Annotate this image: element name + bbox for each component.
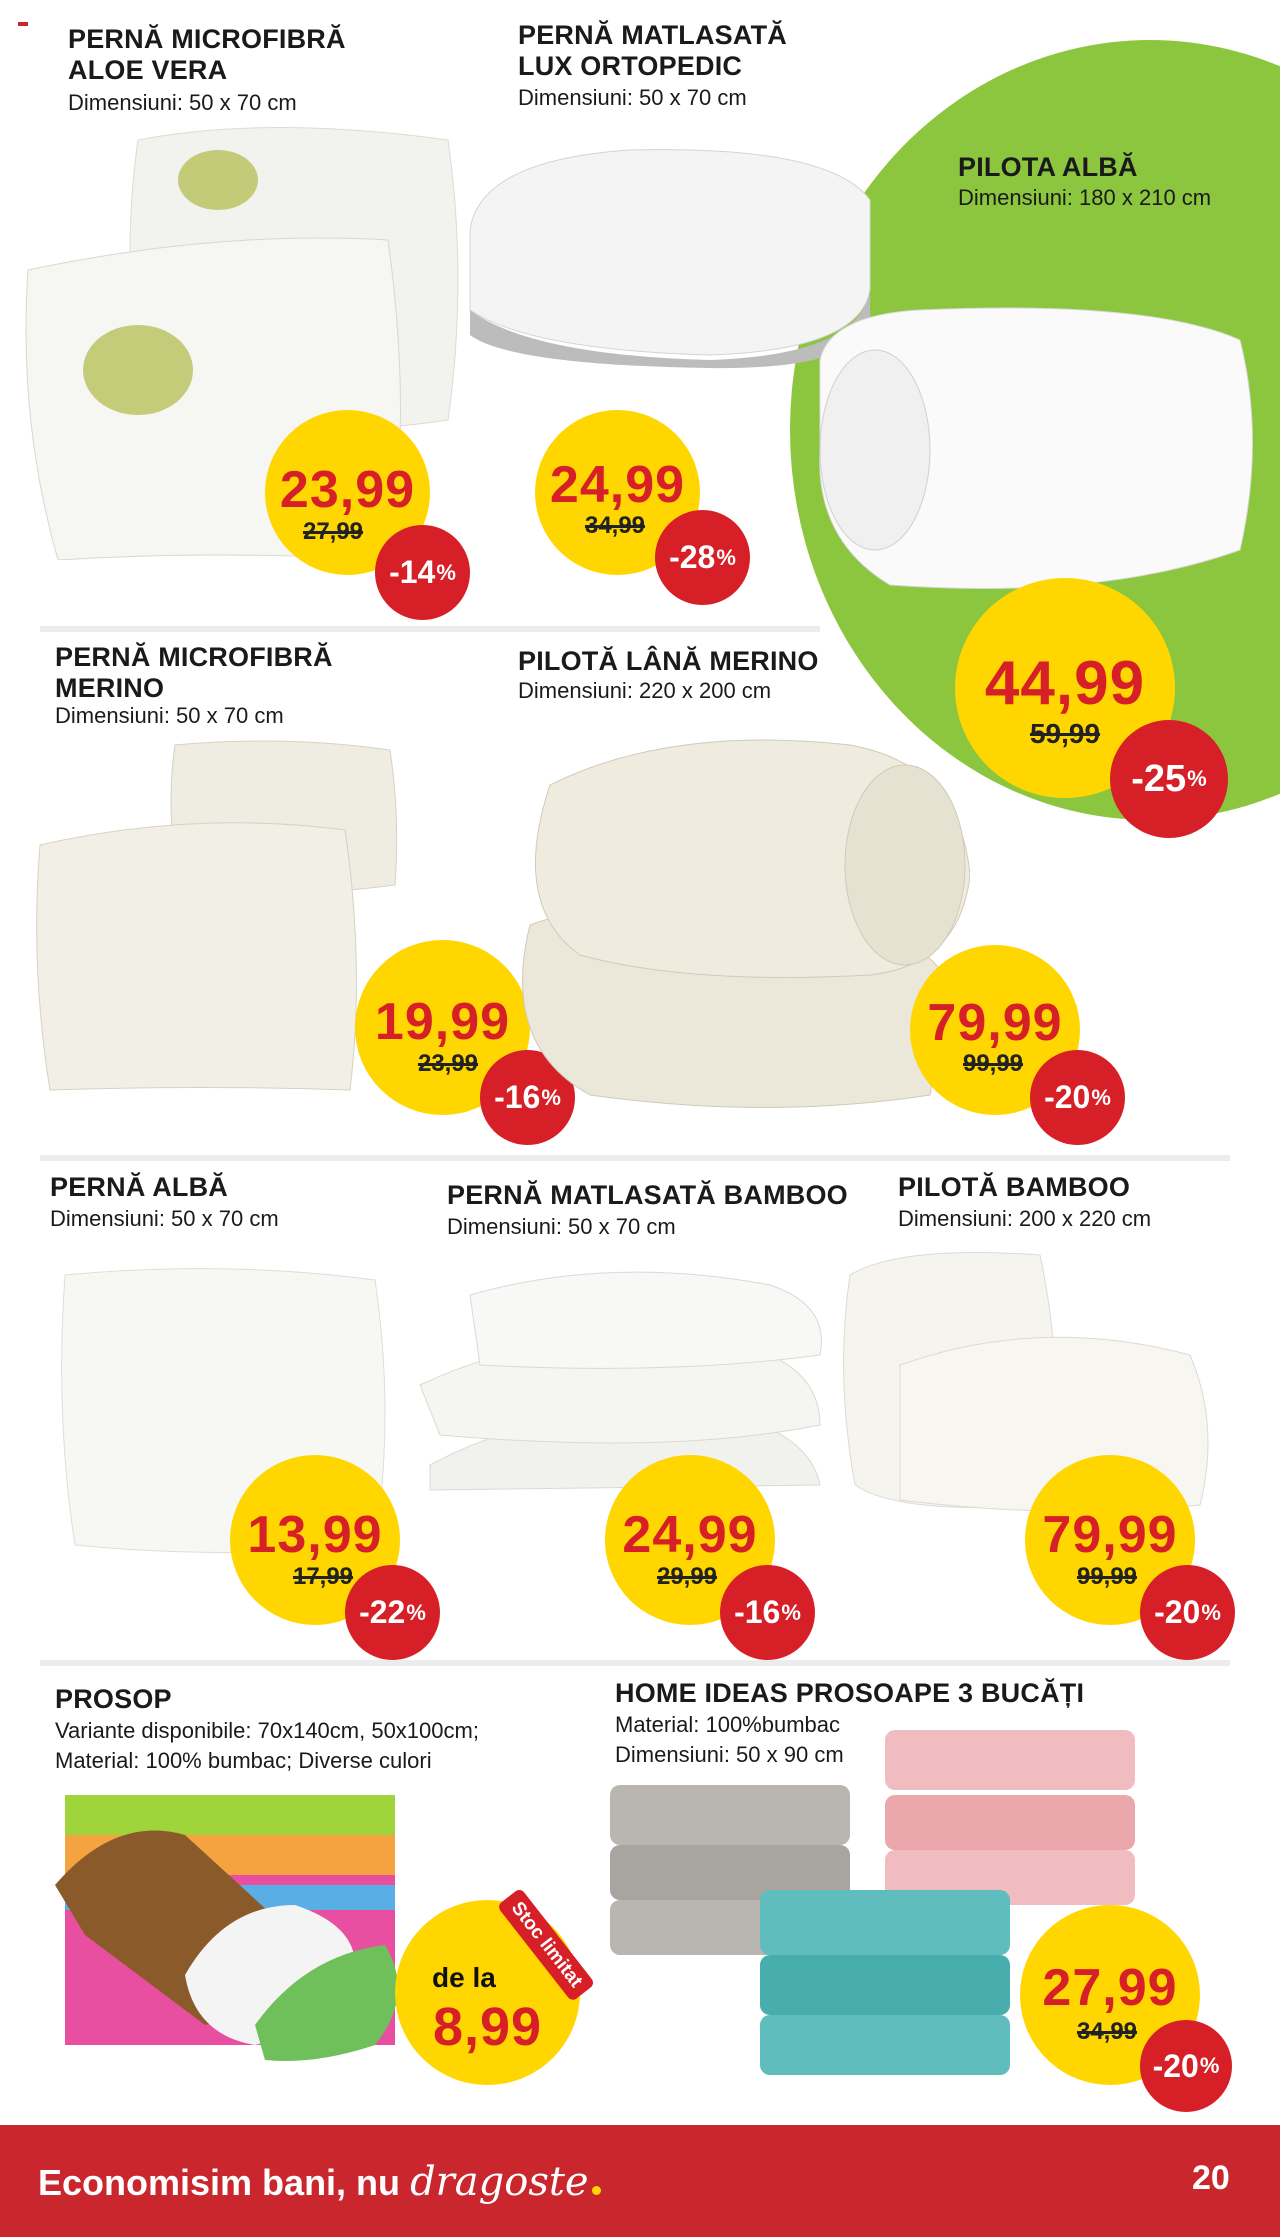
product-title: PILOTĂ BAMBOO (898, 1172, 1131, 1202)
discount-badge: -20 % (1140, 1565, 1235, 1660)
product-title: HOME IDEAS PROSOAPE 3 BUCĂȚI (615, 1678, 1085, 1708)
price: 23,99 (279, 461, 416, 519)
product-dimensions: Dimensiuni: 50 x 70 cm (518, 85, 747, 110)
old-price: 27,99 (302, 518, 364, 545)
price: 19,99 (374, 993, 511, 1051)
product-dimensions: Dimensiuni: 50 x 70 cm (55, 703, 284, 728)
product-dimensions: Dimensiuni: 50 x 90 cm (615, 1742, 844, 1767)
product-dimensions: Dimensiuni: 50 x 70 cm (68, 90, 297, 115)
price: 79,99 (1042, 1506, 1178, 1564)
page-number: 20 (1192, 2159, 1230, 2197)
old-price: 17,99 (292, 1563, 354, 1590)
old-price: 99,99 (962, 1050, 1024, 1077)
discount-badge: -16 % (480, 1050, 575, 1145)
old-price: 99,99 (1076, 1563, 1138, 1590)
discount-badge: -25 % (1110, 720, 1228, 838)
price: 79,99 (927, 994, 1063, 1052)
discount-badge: -14 % (375, 525, 470, 620)
product-title: PILOTA ALBĂ (958, 152, 1138, 182)
product-title: PERNĂ MATLASATĂ BAMBOO (447, 1180, 848, 1210)
product-dimensions: Dimensiuni: 220 x 200 cm (518, 678, 772, 703)
discount-badge: -16 % (720, 1565, 815, 1660)
product-title: PERNĂ MATLASATĂ LUX ORTOPEDIC (518, 20, 787, 81)
bamboo-pillows-image (410, 1255, 830, 1495)
discount-badge: -20 % (1030, 1050, 1125, 1145)
merino-duvet-image (490, 725, 970, 1115)
product-title: PERNĂ ALBĂ (50, 1172, 229, 1202)
row-divider (40, 626, 820, 632)
product-title: PERNĂ MICROFIBRĂ MERINO (55, 642, 333, 703)
old-price: 23,99 (417, 1050, 479, 1077)
product-material: Material: 100% bumbac; Diverse culori (55, 1748, 432, 1773)
price: 44,99 (984, 649, 1146, 718)
slogan (38, 2159, 601, 2205)
discount-badge: -20 % (1140, 2020, 1232, 2112)
product-material: Material: 100%bumbac (615, 1712, 841, 1737)
product-dimensions: Dimensiuni: 50 x 70 cm (447, 1214, 676, 1239)
product-title: PROSOP (55, 1684, 172, 1714)
discount-badge: -22 % (345, 1565, 440, 1660)
price: 8,99 (432, 1997, 543, 2057)
old-price: 29,99 (656, 1563, 718, 1590)
price: 27,99 (1042, 1959, 1178, 2017)
discount-badge: -28 % (655, 510, 750, 605)
product-dimensions: Dimensiuni: 50 x 70 cm (50, 1206, 279, 1231)
slogan-dot (592, 2186, 601, 2195)
corner-mark (18, 22, 28, 26)
price: 24,99 (549, 456, 686, 514)
slogan-script: dragoste (410, 2159, 589, 2205)
white-duvet-image (800, 300, 1260, 600)
row-divider (40, 1660, 1230, 1666)
product-title: PILOTĂ LÂNĂ MERINO (518, 646, 819, 676)
old-price: 34,99 (584, 512, 646, 539)
product-variants: Variante disponibile: 70x140cm, 50x100cm; (55, 1718, 479, 1743)
colored-towels-image (55, 1795, 415, 2065)
merino-pillows-image (35, 735, 405, 1100)
footer-bar (0, 2125, 1280, 2237)
slogan-text: Economisim bani, nu (38, 2162, 401, 2203)
limited-stock-label: Stoc limitat (497, 1888, 596, 2003)
row-divider (40, 1155, 1230, 1161)
product-dimensions: Dimensiuni: 200 x 220 cm (898, 1206, 1152, 1231)
price: 13,99 (247, 1506, 383, 1564)
product-title: PERNĂ MICROFIBRĂ ALOE VERA (68, 24, 346, 85)
price: 24,99 (622, 1506, 758, 1564)
old-price: 34,99 (1076, 2018, 1138, 2045)
old-price: 59,99 (1029, 718, 1101, 749)
price-prefix: de la (432, 1962, 496, 1993)
product-dimensions: Dimensiuni: 180 x 210 cm (958, 185, 1212, 210)
